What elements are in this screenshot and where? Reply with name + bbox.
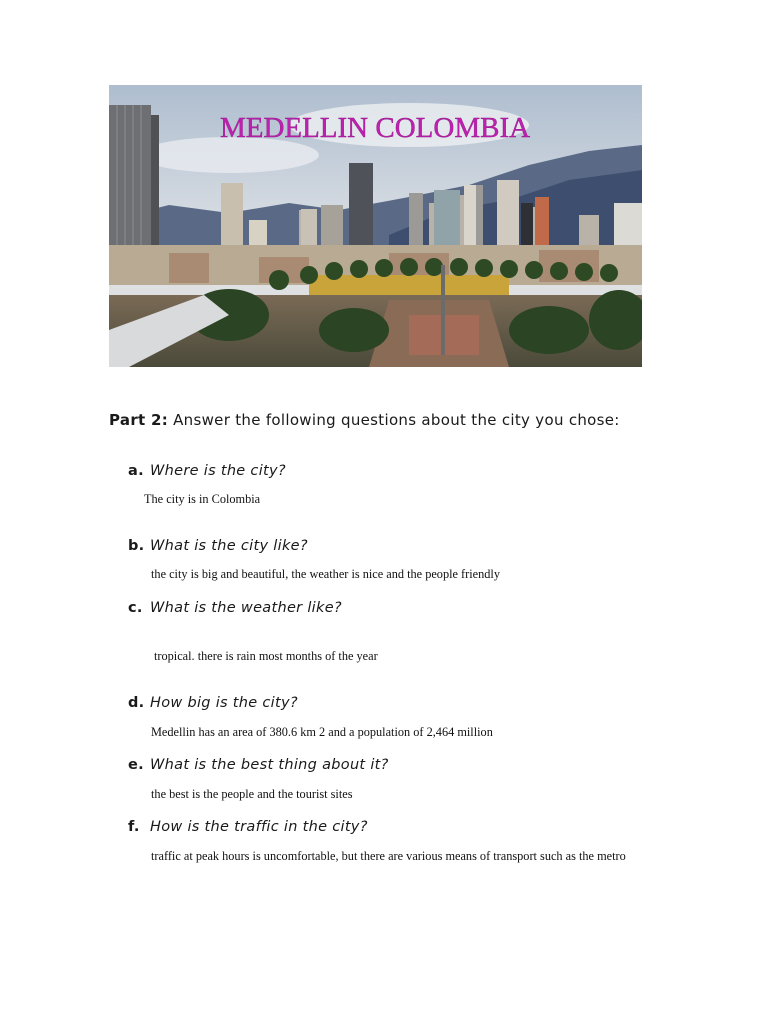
answer-d: Medellin has an area of 380.6 km 2 and a population of 2,464 million xyxy=(151,725,493,739)
answer-f: traffic at peak hours is uncomfortable, but there are various means of transport such as the metro xyxy=(151,849,626,863)
question-e xyxy=(128,757,389,773)
question-letter: b. xyxy=(128,538,145,554)
question-f xyxy=(128,819,368,835)
question-text: What is the best thing about it? xyxy=(150,757,389,773)
banner-title: MEDELLIN COLOMBIA xyxy=(219,112,531,144)
question-text: How big is the city? xyxy=(150,695,298,711)
question-letter: d. xyxy=(128,695,145,711)
question-letter: a. xyxy=(128,463,144,479)
question-d xyxy=(128,695,298,711)
answer-a: The city is in Colombia xyxy=(144,492,261,506)
question-text: What is the weather like? xyxy=(150,600,342,616)
question-b xyxy=(128,538,308,554)
answer-c: tropical. there is rain most months of the year xyxy=(154,649,378,663)
answer-b: the city is big and beautiful, the weather is nice and the people friendly xyxy=(151,567,500,581)
part-heading xyxy=(109,411,620,429)
question-text: Where is the city? xyxy=(150,463,286,479)
question-letter: e. xyxy=(128,757,144,773)
answer-e: the best is the people and the tourist sites xyxy=(151,787,353,801)
question-a xyxy=(128,463,286,479)
question-letter: c. xyxy=(128,600,143,616)
question-letter: f. xyxy=(128,819,140,835)
question-text: How is the traffic in the city? xyxy=(150,819,368,835)
city-skyline-photo xyxy=(109,85,642,367)
question-text: What is the city like? xyxy=(150,538,308,554)
medellin-banner-image xyxy=(109,85,642,367)
part-label: Part 2: xyxy=(109,411,169,429)
part-instruction: Answer the following questions about the city you chose: xyxy=(173,411,620,429)
question-c xyxy=(128,600,342,616)
